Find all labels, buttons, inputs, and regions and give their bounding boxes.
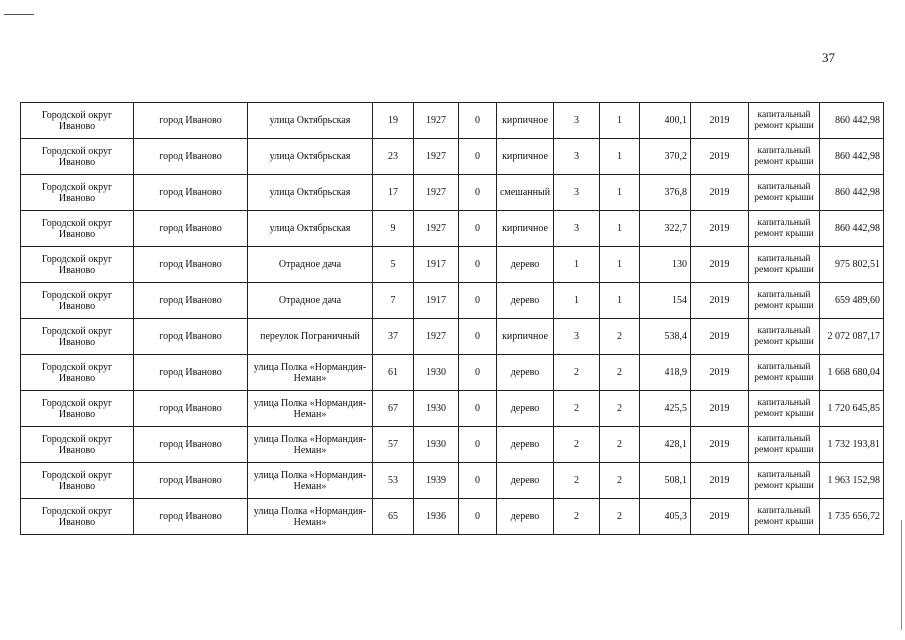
cost-cell: 1 668 680,04 xyxy=(820,355,884,391)
build-year-cell: 1927 xyxy=(414,139,459,175)
district-cell: Городской округ Иваново xyxy=(21,319,134,355)
city-cell: город Иваново xyxy=(134,427,248,463)
build-year-cell: 1927 xyxy=(414,175,459,211)
cost-cell: 1 963 152,98 xyxy=(820,463,884,499)
build-year-cell: 1927 xyxy=(414,103,459,139)
district-cell: Городской округ Иваново xyxy=(21,103,134,139)
floors-cell: 3 xyxy=(554,103,600,139)
plan-year-cell: 2019 xyxy=(691,283,749,319)
city-cell: город Иваново xyxy=(134,139,248,175)
street-cell: улица Октябрьская xyxy=(248,211,373,247)
entrances-cell: 1 xyxy=(600,247,640,283)
cost-cell: 1 732 193,81 xyxy=(820,427,884,463)
build-year-cell: 1936 xyxy=(414,499,459,535)
street-cell: улица Полка «Нормандия-Неман» xyxy=(248,355,373,391)
build-year-cell: 1927 xyxy=(414,211,459,247)
work-type-cell: капитальный ремонт крыши xyxy=(749,499,820,535)
district-cell: Городской округ Иваново xyxy=(21,499,134,535)
table-row xyxy=(21,247,884,283)
street-cell: Отрадное дача xyxy=(248,283,373,319)
area-cell: 400,1 xyxy=(640,103,691,139)
floors-cell: 2 xyxy=(554,499,600,535)
street-cell: улица Октябрьская xyxy=(248,139,373,175)
cost-cell: 860 442,98 xyxy=(820,139,884,175)
build-year-cell: 1927 xyxy=(414,319,459,355)
plan-year-cell: 2019 xyxy=(691,391,749,427)
floors-cell: 3 xyxy=(554,319,600,355)
city-cell: город Иваново xyxy=(134,463,248,499)
table-row xyxy=(21,175,884,211)
floors-cell: 1 xyxy=(554,247,600,283)
wall-material-cell: кирпичное xyxy=(497,211,554,247)
area-cell: 425,5 xyxy=(640,391,691,427)
work-type-cell: капитальный ремонт крыши xyxy=(749,355,820,391)
table-row xyxy=(21,283,884,319)
page-number: 37 xyxy=(822,50,835,65)
entrances-cell: 2 xyxy=(600,355,640,391)
entrances-cell: 2 xyxy=(600,463,640,499)
district-cell: Городской округ Иваново xyxy=(21,391,134,427)
wear-cell: 0 xyxy=(459,139,497,175)
area-cell: 508,1 xyxy=(640,463,691,499)
district-cell: Городской округ Иваново xyxy=(21,427,134,463)
plan-year-cell: 2019 xyxy=(691,247,749,283)
house-number-cell: 9 xyxy=(373,211,414,247)
wall-material-cell: дерево xyxy=(497,355,554,391)
wall-material-cell: дерево xyxy=(497,499,554,535)
build-year-cell: 1917 xyxy=(414,247,459,283)
city-cell: город Иваново xyxy=(134,355,248,391)
floors-cell: 2 xyxy=(554,391,600,427)
wear-cell: 0 xyxy=(459,463,497,499)
table-row xyxy=(21,139,884,175)
house-number-cell: 61 xyxy=(373,355,414,391)
table-row xyxy=(21,211,884,247)
city-cell: город Иваново xyxy=(134,211,248,247)
area-cell: 154 xyxy=(640,283,691,319)
house-number-cell: 23 xyxy=(373,139,414,175)
plan-year-cell: 2019 xyxy=(691,175,749,211)
wall-material-cell: дерево xyxy=(497,463,554,499)
build-year-cell: 1930 xyxy=(414,391,459,427)
build-year-cell: 1939 xyxy=(414,463,459,499)
district-cell: Городской округ Иваново xyxy=(21,355,134,391)
work-type-cell: капитальный ремонт крыши xyxy=(749,463,820,499)
wear-cell: 0 xyxy=(459,319,497,355)
wall-material-cell: смешанный xyxy=(497,175,554,211)
work-type-cell: капитальный ремонт крыши xyxy=(749,211,820,247)
city-cell: город Иваново xyxy=(134,319,248,355)
build-year-cell: 1930 xyxy=(414,427,459,463)
street-cell: Отрадное дача xyxy=(248,247,373,283)
work-type-cell: капитальный ремонт крыши xyxy=(749,103,820,139)
plan-year-cell: 2019 xyxy=(691,355,749,391)
cost-cell: 1 720 645,85 xyxy=(820,391,884,427)
house-number-cell: 5 xyxy=(373,247,414,283)
house-number-cell: 19 xyxy=(373,103,414,139)
wall-material-cell: дерево xyxy=(497,283,554,319)
area-cell: 418,9 xyxy=(640,355,691,391)
work-type-cell: капитальный ремонт крыши xyxy=(749,391,820,427)
city-cell: город Иваново xyxy=(134,103,248,139)
floors-cell: 2 xyxy=(554,463,600,499)
floors-cell: 2 xyxy=(554,355,600,391)
table-row xyxy=(21,499,884,535)
work-type-cell: капитальный ремонт крыши xyxy=(749,175,820,211)
entrances-cell: 2 xyxy=(600,391,640,427)
street-cell: улица Полка «Нормандия-Неман» xyxy=(248,391,373,427)
floors-cell: 3 xyxy=(554,211,600,247)
cost-cell: 860 442,98 xyxy=(820,103,884,139)
plan-year-cell: 2019 xyxy=(691,211,749,247)
house-number-cell: 37 xyxy=(373,319,414,355)
city-cell: город Иваново xyxy=(134,247,248,283)
work-type-cell: капитальный ремонт крыши xyxy=(749,139,820,175)
house-number-cell: 53 xyxy=(373,463,414,499)
house-number-cell: 67 xyxy=(373,391,414,427)
cost-cell: 975 802,51 xyxy=(820,247,884,283)
city-cell: город Иваново xyxy=(134,499,248,535)
table-row xyxy=(21,391,884,427)
entrances-cell: 1 xyxy=(600,283,640,319)
entrances-cell: 1 xyxy=(600,211,640,247)
floors-cell: 2 xyxy=(554,427,600,463)
table-row xyxy=(21,427,884,463)
entrances-cell: 2 xyxy=(600,499,640,535)
wear-cell: 0 xyxy=(459,175,497,211)
scan-edge-line xyxy=(901,520,902,630)
cost-cell: 860 442,98 xyxy=(820,211,884,247)
district-cell: Городской округ Иваново xyxy=(21,463,134,499)
table-body xyxy=(21,103,884,535)
street-cell: улица Октябрьская xyxy=(248,175,373,211)
street-cell: улица Полка «Нормандия-Неман» xyxy=(248,463,373,499)
area-cell: 370,2 xyxy=(640,139,691,175)
plan-year-cell: 2019 xyxy=(691,103,749,139)
plan-year-cell: 2019 xyxy=(691,463,749,499)
entrances-cell: 1 xyxy=(600,139,640,175)
wall-material-cell: дерево xyxy=(497,427,554,463)
repair-register-table xyxy=(20,102,884,535)
district-cell: Городской округ Иваново xyxy=(21,139,134,175)
wear-cell: 0 xyxy=(459,499,497,535)
wear-cell: 0 xyxy=(459,391,497,427)
work-type-cell: капитальный ремонт крыши xyxy=(749,247,820,283)
wear-cell: 0 xyxy=(459,103,497,139)
house-number-cell: 17 xyxy=(373,175,414,211)
area-cell: 405,3 xyxy=(640,499,691,535)
wall-material-cell: дерево xyxy=(497,247,554,283)
wall-material-cell: кирпичное xyxy=(497,139,554,175)
area-cell: 376,8 xyxy=(640,175,691,211)
entrances-cell: 1 xyxy=(600,175,640,211)
area-cell: 428,1 xyxy=(640,427,691,463)
table-row xyxy=(21,319,884,355)
city-cell: город Иваново xyxy=(134,391,248,427)
scan-artifact-line xyxy=(4,14,34,15)
floors-cell: 1 xyxy=(554,283,600,319)
plan-year-cell: 2019 xyxy=(691,427,749,463)
city-cell: город Иваново xyxy=(134,175,248,211)
table-row xyxy=(21,463,884,499)
house-number-cell: 65 xyxy=(373,499,414,535)
work-type-cell: капитальный ремонт крыши xyxy=(749,427,820,463)
city-cell: город Иваново xyxy=(134,283,248,319)
wear-cell: 0 xyxy=(459,355,497,391)
entrances-cell: 2 xyxy=(600,319,640,355)
wall-material-cell: дерево xyxy=(497,391,554,427)
build-year-cell: 1930 xyxy=(414,355,459,391)
cost-cell: 860 442,98 xyxy=(820,175,884,211)
area-cell: 130 xyxy=(640,247,691,283)
cost-cell: 1 735 656,72 xyxy=(820,499,884,535)
house-number-cell: 7 xyxy=(373,283,414,319)
wear-cell: 0 xyxy=(459,427,497,463)
street-cell: улица Полка «Нормандия-Неман» xyxy=(248,499,373,535)
entrances-cell: 1 xyxy=(600,103,640,139)
street-cell: улица Полка «Нормандия-Неман» xyxy=(248,427,373,463)
cost-cell: 659 489,60 xyxy=(820,283,884,319)
entrances-cell: 2 xyxy=(600,427,640,463)
street-cell: улица Октябрьская xyxy=(248,103,373,139)
district-cell: Городской округ Иваново xyxy=(21,175,134,211)
floors-cell: 3 xyxy=(554,139,600,175)
work-type-cell: капитальный ремонт крыши xyxy=(749,319,820,355)
wall-material-cell: кирпичное xyxy=(497,103,554,139)
plan-year-cell: 2019 xyxy=(691,499,749,535)
wear-cell: 0 xyxy=(459,247,497,283)
table-row xyxy=(21,355,884,391)
wall-material-cell: кирпичное xyxy=(497,319,554,355)
street-cell: переулок Пограничный xyxy=(248,319,373,355)
plan-year-cell: 2019 xyxy=(691,319,749,355)
district-cell: Городской округ Иваново xyxy=(21,247,134,283)
district-cell: Городской округ Иваново xyxy=(21,211,134,247)
work-type-cell: капитальный ремонт крыши xyxy=(749,283,820,319)
wear-cell: 0 xyxy=(459,283,497,319)
area-cell: 322,7 xyxy=(640,211,691,247)
plan-year-cell: 2019 xyxy=(691,139,749,175)
area-cell: 538,4 xyxy=(640,319,691,355)
house-number-cell: 57 xyxy=(373,427,414,463)
build-year-cell: 1917 xyxy=(414,283,459,319)
wear-cell: 0 xyxy=(459,211,497,247)
table-row xyxy=(21,103,884,139)
district-cell: Городской округ Иваново xyxy=(21,283,134,319)
cost-cell: 2 072 087,17 xyxy=(820,319,884,355)
floors-cell: 3 xyxy=(554,175,600,211)
